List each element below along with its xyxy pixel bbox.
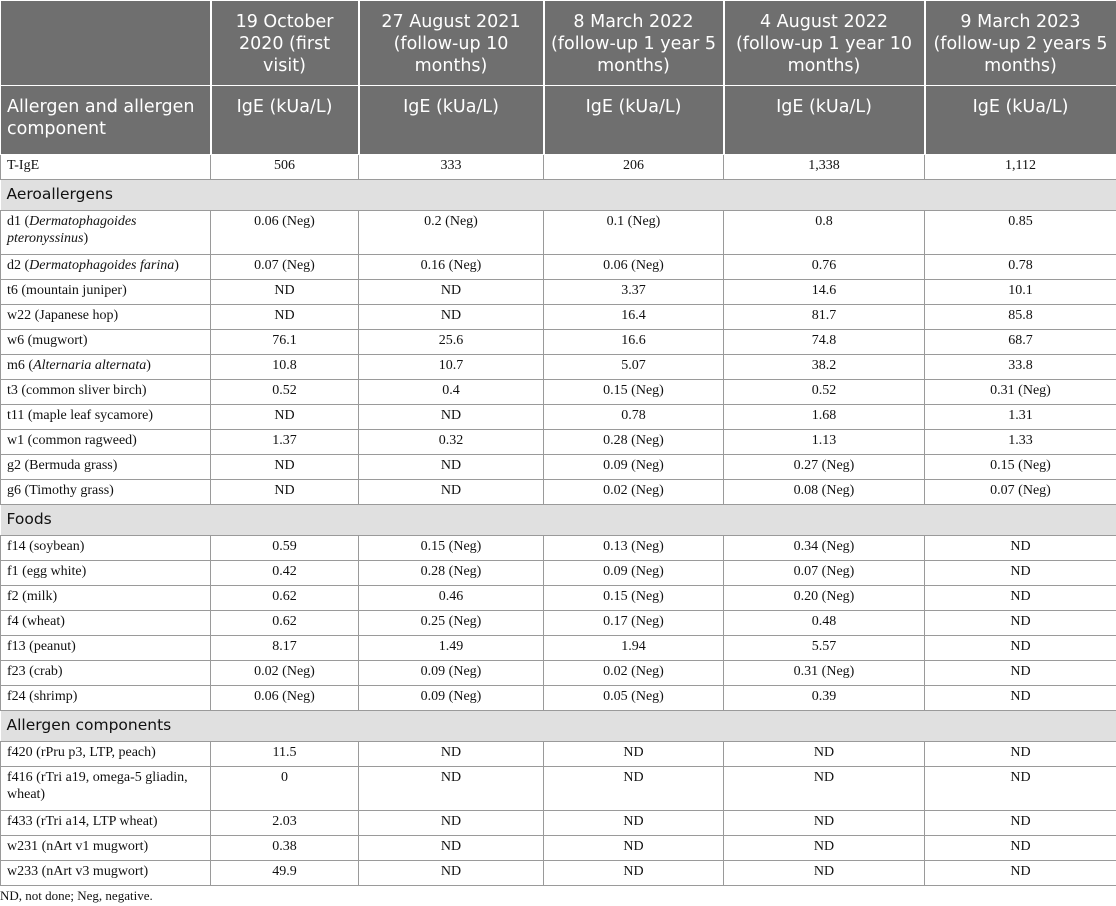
- value-cell: 0.78: [544, 405, 724, 430]
- value-cell: 0.52: [211, 380, 359, 405]
- allergen-code: d1 (: [7, 214, 30, 229]
- value-cell: 49.9: [211, 861, 359, 886]
- table-row: [1, 355, 1116, 380]
- value-cell: 5.57: [724, 636, 925, 661]
- value-cell: 0.1 (Neg): [544, 211, 724, 255]
- value-cell: 333: [359, 155, 544, 180]
- value-cell: ND: [724, 836, 925, 861]
- row-label: [1, 561, 211, 586]
- allergen-code: f420 (rPru p3, LTP, peach): [7, 745, 156, 760]
- value-cell: 16.6: [544, 330, 724, 355]
- value-cell: 1.94: [544, 636, 724, 661]
- table-row: [1, 861, 1116, 886]
- value-cell: 1.31: [925, 405, 1116, 430]
- value-cell: 0.08 (Neg): [724, 480, 925, 505]
- value-cell: ND: [359, 405, 544, 430]
- value-cell: 0.06 (Neg): [544, 255, 724, 280]
- value-cell: 0.02 (Neg): [544, 480, 724, 505]
- value-cell: ND: [544, 767, 724, 811]
- section-title: Aeroallergens: [1, 180, 1116, 211]
- row-label: [1, 355, 211, 380]
- visit-header: 9 March 2023 (follow-up 2 years 5 months): [925, 1, 1116, 86]
- value-cell: ND: [925, 836, 1116, 861]
- allergen-code-tail: ): [146, 358, 151, 373]
- value-cell: 1.37: [211, 430, 359, 455]
- value-cell: 0.59: [211, 536, 359, 561]
- header-corner: [1, 1, 211, 86]
- row-label: [1, 405, 211, 430]
- table-row: [1, 661, 1116, 686]
- visit-header: 4 August 2022 (follow-up 1 year 10 months): [724, 1, 925, 86]
- value-cell: ND: [925, 686, 1116, 711]
- value-cell: ND: [925, 661, 1116, 686]
- allergen-code: m6 (: [7, 358, 34, 373]
- value-cell: 1.49: [359, 636, 544, 661]
- value-cell: 0.4: [359, 380, 544, 405]
- row-label: [1, 255, 211, 280]
- visit-header: 27 August 2021 (follow-up 10 months): [359, 1, 544, 86]
- value-cell: ND: [359, 742, 544, 767]
- value-cell: ND: [925, 767, 1116, 811]
- table-row: [1, 561, 1116, 586]
- value-cell: ND: [211, 280, 359, 305]
- value-cell: 0.85: [925, 211, 1116, 255]
- row-label: [1, 430, 211, 455]
- row-label: [1, 836, 211, 861]
- row-label: [1, 767, 211, 811]
- value-cell: ND: [925, 561, 1116, 586]
- value-cell: 0.15 (Neg): [544, 586, 724, 611]
- allergen-code: f2 (milk): [7, 589, 58, 604]
- table-row: [1, 636, 1116, 661]
- table-row: [1, 380, 1116, 405]
- row-label: [1, 455, 211, 480]
- value-cell: 85.8: [925, 305, 1116, 330]
- value-cell: 0.17 (Neg): [544, 611, 724, 636]
- visit-header: 8 March 2022 (follow-up 1 year 5 months): [544, 1, 724, 86]
- value-cell: 10.7: [359, 355, 544, 380]
- allergen-code: g2 (Bermuda grass): [7, 458, 118, 473]
- value-cell: 0.32: [359, 430, 544, 455]
- value-cell: 74.8: [724, 330, 925, 355]
- value-cell: 0.07 (Neg): [925, 480, 1116, 505]
- allergen-code: w233 (nArt v3 mugwort): [7, 864, 149, 879]
- value-cell: 0.09 (Neg): [544, 561, 724, 586]
- value-cell: 33.8: [925, 355, 1116, 380]
- value-cell: 0.13 (Neg): [544, 536, 724, 561]
- value-cell: ND: [544, 811, 724, 836]
- value-cell: 2.03: [211, 811, 359, 836]
- allergen-code: f433 (rTri a14, LTP wheat): [7, 814, 158, 829]
- value-cell: ND: [925, 636, 1116, 661]
- value-cell: 0.78: [925, 255, 1116, 280]
- row-label: [1, 861, 211, 886]
- value-cell: 0.42: [211, 561, 359, 586]
- value-cell: ND: [359, 280, 544, 305]
- value-cell: 0.52: [724, 380, 925, 405]
- value-cell: 16.4: [544, 305, 724, 330]
- value-cell: 8.17: [211, 636, 359, 661]
- value-cell: ND: [211, 405, 359, 430]
- allergen-code: f1 (egg white): [7, 564, 87, 579]
- table-row: [1, 305, 1116, 330]
- value-cell: 0.28 (Neg): [544, 430, 724, 455]
- allergen-code: f23 (crab): [7, 664, 63, 679]
- visit-header-row: [1, 1, 1116, 86]
- row-label: [1, 305, 211, 330]
- value-cell: 0.27 (Neg): [724, 455, 925, 480]
- value-cell: 0.31 (Neg): [925, 380, 1116, 405]
- table-row: [1, 455, 1116, 480]
- value-cell: 10.8: [211, 355, 359, 380]
- value-cell: 1.13: [724, 430, 925, 455]
- value-cell: 10.1: [925, 280, 1116, 305]
- table-row: [1, 767, 1116, 811]
- value-cell: 14.6: [724, 280, 925, 305]
- value-cell: 0.39: [724, 686, 925, 711]
- visit-header: 19 October 2020 (first visit): [211, 1, 359, 86]
- value-cell: 0.25 (Neg): [359, 611, 544, 636]
- value-cell: 1.68: [724, 405, 925, 430]
- unit-header: IgE (kUa/L): [925, 86, 1116, 155]
- value-cell: 0.76: [724, 255, 925, 280]
- value-cell: 0.02 (Neg): [544, 661, 724, 686]
- row-label: [1, 380, 211, 405]
- row-label: [1, 742, 211, 767]
- value-cell: 0.28 (Neg): [359, 561, 544, 586]
- value-cell: 81.7: [724, 305, 925, 330]
- table-row: [1, 811, 1116, 836]
- value-cell: ND: [211, 455, 359, 480]
- value-cell: ND: [359, 811, 544, 836]
- value-cell: 0.07 (Neg): [211, 255, 359, 280]
- value-cell: ND: [925, 536, 1116, 561]
- allergen-column-header: Allergen and allergen component: [1, 86, 211, 155]
- table-footnote: ND, not done; Neg, negative.: [0, 888, 153, 903]
- value-cell: 0.07 (Neg): [724, 561, 925, 586]
- value-cell: 0.02 (Neg): [211, 661, 359, 686]
- value-cell: ND: [925, 861, 1116, 886]
- value-cell: 0.16 (Neg): [359, 255, 544, 280]
- value-cell: 206: [544, 155, 724, 180]
- value-cell: ND: [925, 811, 1116, 836]
- allergen-code: t11 (maple leaf sycamore): [7, 408, 154, 423]
- value-cell: 38.2: [724, 355, 925, 380]
- section-row: [1, 711, 1116, 742]
- allergen-species-name: Dermatophagoides farina: [29, 258, 175, 273]
- value-cell: 3.37: [544, 280, 724, 305]
- allergen-code: w22 (Japanese hop): [7, 308, 119, 323]
- table-row: [1, 480, 1116, 505]
- value-cell: 0.09 (Neg): [544, 455, 724, 480]
- allergen-code: f13 (peanut): [7, 639, 76, 654]
- allergen-species-name: Dermatophagoides pteronyssinus: [7, 214, 137, 246]
- value-cell: ND: [211, 480, 359, 505]
- table-row: [1, 686, 1116, 711]
- row-label: [1, 636, 211, 661]
- table-row: [1, 280, 1116, 305]
- row-label: [1, 211, 211, 255]
- value-cell: 0.15 (Neg): [359, 536, 544, 561]
- table-row: [1, 611, 1116, 636]
- value-cell: ND: [925, 586, 1116, 611]
- value-cell: 0.15 (Neg): [544, 380, 724, 405]
- section-title: Allergen components: [1, 711, 1116, 742]
- unit-header: IgE (kUa/L): [544, 86, 724, 155]
- value-cell: 76.1: [211, 330, 359, 355]
- value-cell: 0.09 (Neg): [359, 661, 544, 686]
- value-cell: ND: [211, 305, 359, 330]
- value-cell: ND: [544, 836, 724, 861]
- table-row: [1, 330, 1116, 355]
- value-cell: ND: [544, 742, 724, 767]
- table-row: [1, 586, 1116, 611]
- row-label: [1, 536, 211, 561]
- row-label: [1, 811, 211, 836]
- value-cell: ND: [925, 611, 1116, 636]
- value-cell: ND: [925, 742, 1116, 767]
- value-cell: 0.2 (Neg): [359, 211, 544, 255]
- value-cell: 0.31 (Neg): [724, 661, 925, 686]
- table-body: [1, 155, 1116, 886]
- unit-header: IgE (kUa/L): [211, 86, 359, 155]
- value-cell: 1,338: [724, 155, 925, 180]
- allergen-code: f4 (wheat): [7, 614, 65, 629]
- row-label: [1, 586, 211, 611]
- value-cell: 0.62: [211, 586, 359, 611]
- value-cell: 5.07: [544, 355, 724, 380]
- row-label: [1, 611, 211, 636]
- value-cell: ND: [724, 767, 925, 811]
- value-cell: ND: [724, 861, 925, 886]
- row-label: [1, 661, 211, 686]
- allergen-code: f416 (rTri a19, omega-5 gliadin, wheat): [7, 770, 188, 802]
- value-cell: 0.62: [211, 611, 359, 636]
- value-cell: 11.5: [211, 742, 359, 767]
- total-ige-row: [1, 155, 1116, 180]
- value-cell: 0.38: [211, 836, 359, 861]
- table-row: [1, 255, 1116, 280]
- allergen-code-tail: ): [174, 258, 179, 273]
- value-cell: 0.06 (Neg): [211, 211, 359, 255]
- value-cell: 0.09 (Neg): [359, 686, 544, 711]
- table-row: [1, 836, 1116, 861]
- row-label: [1, 686, 211, 711]
- value-cell: 68.7: [925, 330, 1116, 355]
- row-label: [1, 280, 211, 305]
- value-cell: ND: [544, 861, 724, 886]
- value-cell: ND: [724, 811, 925, 836]
- table-row: [1, 742, 1116, 767]
- value-cell: ND: [359, 836, 544, 861]
- value-cell: 506: [211, 155, 359, 180]
- value-cell: 0.34 (Neg): [724, 536, 925, 561]
- allergen-code: w6 (mugwort): [7, 333, 88, 348]
- value-cell: ND: [724, 742, 925, 767]
- table-row: [1, 211, 1116, 255]
- value-cell: 1.33: [925, 430, 1116, 455]
- allergen-code: f14 (soybean): [7, 539, 85, 554]
- section-title: Foods: [1, 505, 1116, 536]
- table-row: [1, 536, 1116, 561]
- value-cell: 0.46: [359, 586, 544, 611]
- unit-header: IgE (kUa/L): [359, 86, 544, 155]
- allergen-code: f24 (shrimp): [7, 689, 78, 704]
- value-cell: 0.8: [724, 211, 925, 255]
- allergen-code: w1 (common ragweed): [7, 433, 137, 448]
- allergen-species-name: Alternaria alternata: [33, 358, 147, 373]
- value-cell: 25.6: [359, 330, 544, 355]
- allergen-code: t6 (mountain juniper): [7, 283, 127, 298]
- value-cell: 0.06 (Neg): [211, 686, 359, 711]
- value-cell: 0: [211, 767, 359, 811]
- unit-header: IgE (kUa/L): [724, 86, 925, 155]
- value-cell: ND: [359, 767, 544, 811]
- table-row: [1, 405, 1116, 430]
- row-label: [1, 330, 211, 355]
- row-label: T-IgE: [1, 155, 211, 180]
- allergen-code-tail: ): [83, 231, 89, 246]
- allergen-code: g6 (Timothy grass): [7, 483, 114, 498]
- section-row: [1, 505, 1116, 536]
- row-label: [1, 480, 211, 505]
- value-cell: ND: [359, 480, 544, 505]
- value-cell: 0.48: [724, 611, 925, 636]
- allergen-code: d2 (: [7, 258, 30, 273]
- value-cell: ND: [359, 455, 544, 480]
- section-row: [1, 180, 1116, 211]
- allergen-code: t3 (common sliver birch): [7, 383, 147, 398]
- value-cell: 0.05 (Neg): [544, 686, 724, 711]
- value-cell: 1,112: [925, 155, 1116, 180]
- value-cell: ND: [359, 305, 544, 330]
- allergen-code: w231 (nArt v1 mugwort): [7, 839, 149, 854]
- table-row: [1, 430, 1116, 455]
- value-cell: 0.15 (Neg): [925, 455, 1116, 480]
- value-cell: ND: [359, 861, 544, 886]
- value-cell: 0.20 (Neg): [724, 586, 925, 611]
- unit-header-row: [1, 86, 1116, 155]
